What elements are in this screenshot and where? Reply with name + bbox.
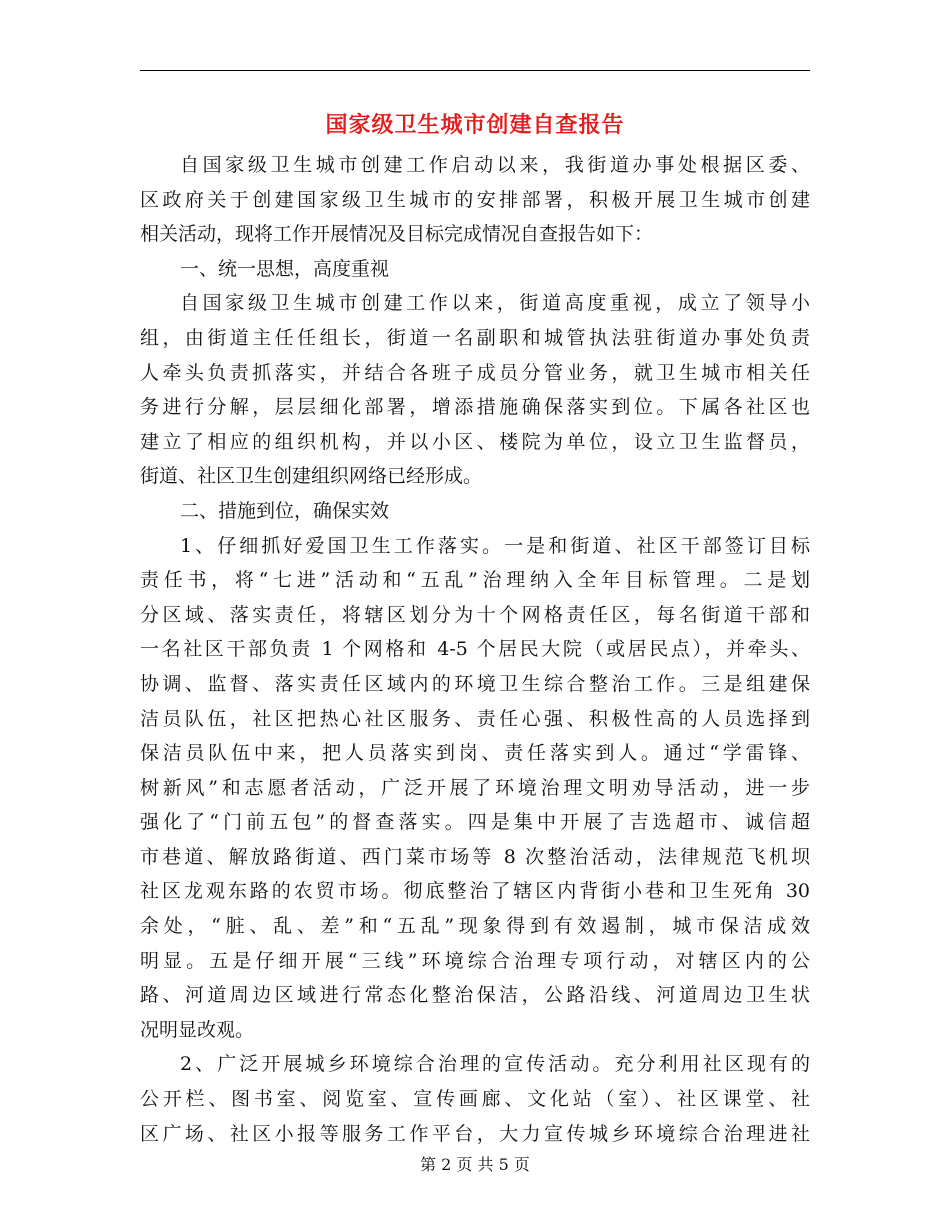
paragraph-line: 强化了“门前五包”的督查落实。四是集中开展了吉选超市、诚信超 bbox=[140, 811, 810, 834]
paragraph-line: 自国家级卫生城市创建工作启动以来，我街道办事处根据区委、 bbox=[180, 154, 810, 176]
paragraph-line: 1、仔细抓好爱国卫生工作落实。一是和街道、社区干部签订目标 bbox=[180, 534, 810, 557]
section-heading: 一、统一思想，高度重视 bbox=[180, 257, 390, 280]
paragraph-line: 自国家级卫生城市创建工作以来，街道高度重视，成立了领导小 bbox=[180, 292, 810, 315]
paragraph-line: 务进行分解，层层细化部署，增添措施确保落实到位。下属各社区也 bbox=[140, 396, 810, 419]
document-body bbox=[140, 148, 810, 1151]
paragraph-line: 况明显改观。 bbox=[140, 1018, 255, 1041]
paragraph-line: 街道、社区卫生创建组织网络已经形成。 bbox=[140, 465, 483, 488]
paragraph-line: 明显。五是仔细开展“三线”环境综合治理专项行动，对辖区内的公 bbox=[140, 949, 810, 972]
paragraph-line: 分区域、落实责任，将辖区划分为十个网格责任区，每名街道干部和 bbox=[140, 603, 810, 626]
paragraph-line: 保洁员队伍中来，把人员落实到岗、责任落实到人。通过“学雷锋、 bbox=[140, 742, 810, 765]
paragraph-line: 市巷道、解放路街道、西门菜市场等 8 次整治活动，法律规范飞机坝 bbox=[140, 845, 810, 868]
paragraph-line: 树新风”和志愿者活动，广泛开展了环境治理文明劝导活动，进一步 bbox=[140, 776, 810, 799]
page-number: 第 2 页 共 5 页 bbox=[420, 1155, 530, 1174]
paragraph-line: 组，由街道主任任组长，街道一名副职和城管执法驻街道办事处负责 bbox=[140, 326, 810, 349]
paragraph-line: 社区龙观东路的农贸市场。彻底整治了辖区内背街小巷和卫生死角 30 bbox=[140, 880, 810, 903]
paragraph-line: 相关活动，现将工作开展情况及目标完成情况自查报告如下： bbox=[140, 223, 654, 246]
paragraph-line: 洁员队伍，社区把热心社区服务、责任心强、积极性高的人员选择到 bbox=[140, 707, 810, 730]
paragraph-line: 人牵头负责抓落实，并结合各班子成员分管业务，就卫生城市相关任 bbox=[140, 361, 810, 384]
paragraph-line: 公开栏、图书室、阅览室、宣传画廊、文化站（室）、社区课堂、社 bbox=[140, 1088, 810, 1111]
paragraph-line: 责任书，将“七进”活动和“五乱”治理纳入全年目标管理。二是划 bbox=[140, 569, 810, 592]
section-heading: 二、措施到位，确保实效 bbox=[180, 499, 390, 522]
paragraph-line: 区广场、社区小报等服务工作平台，大力宣传城乡环境综合治理进社 bbox=[140, 1122, 810, 1145]
paragraph-line: 2、广泛开展城乡环境综合治理的宣传活动。充分利用社区现有的 bbox=[180, 1053, 810, 1076]
paragraph-line: 路、河道周边区域进行常态化整治保洁，公路沿线、河道周边卫生状 bbox=[140, 984, 810, 1007]
header-rule bbox=[140, 70, 810, 71]
document-title: 国家级卫生城市创建自查报告 bbox=[325, 112, 625, 138]
paragraph-line: 协调、监督、落实责任区域内的环境卫生综合整治工作。三是组建保 bbox=[140, 672, 810, 695]
paragraph-line: 余处，“脏、乱、差”和“五乱”现象得到有效遏制，城市保洁成效 bbox=[140, 915, 810, 938]
paragraph-line: 建立了相应的组织机构，并以小区、楼院为单位，设立卫生监督员， bbox=[140, 430, 810, 453]
paragraph-line: 区政府关于创建国家级卫生城市的安排部署，积极开展卫生城市创建 bbox=[140, 188, 810, 211]
paragraph-line: 一名社区干部负责 1 个网格和 4-5 个居民大院（或居民点），并牵头、 bbox=[140, 638, 810, 661]
